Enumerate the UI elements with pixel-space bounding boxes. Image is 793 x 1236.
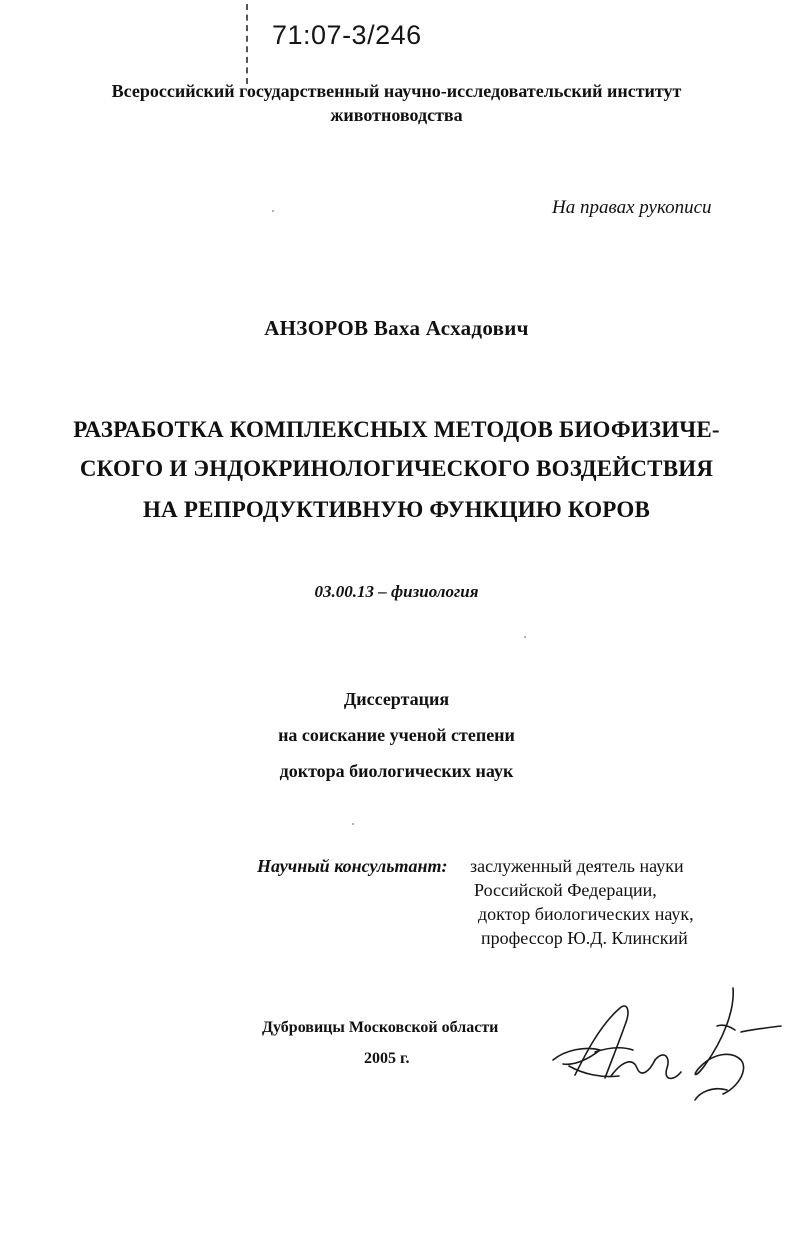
dissertation-label: Диссертация [343,689,450,709]
author-name: АНЗОРОВ Ваха Асхадович [264,316,529,340]
thesis-title-line1: РАЗРАБОТКА КОМПЛЕКСНЫХ МЕТОДОВ БИОФИЗИЧЕ- [73,417,720,442]
thesis-title-line2: СКОГО И ЭНДОКРИНОЛОГИЧЕСКОГО ВОЗДЕЙСТВИЯ [79,456,714,481]
degree-name: доктора биологических наук [279,761,514,781]
handwritten-signature [545,980,785,1105]
scan-speck [352,823,354,825]
publication-year: 2005 г. [364,1050,410,1067]
thesis-title-line3: НА РЕПРОДУКТИВНУЮ ФУНКЦИЮ КОРОВ [142,497,651,522]
margin-line [246,4,248,84]
consultant-label: Научный консультант: [257,856,448,876]
catalog-number: 71:07-3/246 [272,20,422,50]
consultant-name: профессор Ю.Д. Клинский [481,928,688,948]
consultant-degree: доктор биологических наук, [478,904,694,924]
degree-line: на соискание ученой степени [278,725,515,745]
publication-place: Дубровицы Московской области [262,1019,499,1036]
scan-speck [272,210,274,212]
consultant-title-line2: Российской Федерации, [474,880,657,900]
scan-speck [524,636,526,638]
institute-name-line1: Всероссийский государственный научно-исследовательский институт [111,81,682,101]
consultant-title-line1: заслуженный деятель науки [470,856,684,876]
specialty-code: 03.00.13 – физиология [314,582,479,601]
rights-note: На правах рукописи [552,197,712,218]
institute-name-line2: животноводства [330,105,463,125]
